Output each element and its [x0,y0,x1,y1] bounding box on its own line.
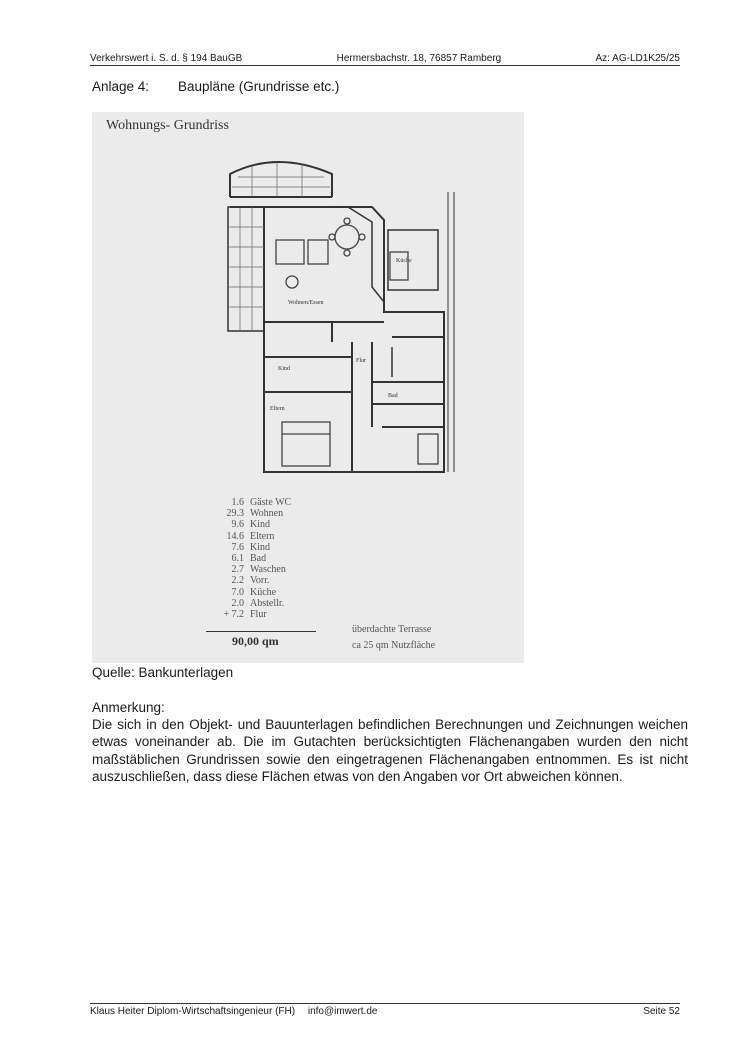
legend-row [212,575,291,586]
floor-plan-figure [92,112,524,663]
legend-row [212,598,291,609]
legend-row [212,508,291,519]
legend-area-value: + 7.2 [223,609,244,621]
legend-area-value: 7.0 [231,586,244,598]
legend-area-value: 14.6 [226,530,244,542]
footer-author: Klaus Heiter Diplom-Wirtschaftsingenieur (FH) [90,1006,296,1017]
legend-room-name: Eltern [250,530,275,542]
legend-area-value: 2.0 [231,597,244,609]
balcony-outline [230,162,332,197]
legend-room-name: Bad [250,553,267,565]
legend-room-name: Flur [250,609,267,621]
remark-body: Die sich in den Objekt- und Bauunterlagen befindlichen Berechnungen und Zeichnungen weichen etwas voneinander ab. Die im Gutachten berücksichtigten Flächenangaben wurden den nicht maßstäblichen Grundrissen sowie den eingetragenen Flächenangaben entnommen. Es ist nicht auszuschließen, dass diese Flächen etwas von den Angaben vor Ort abweichen können. [92,717,688,784]
legend-room-name: Wohnen [250,508,284,520]
header-address: Hermersbachstr. 18, 76857 Ramberg [336,53,502,64]
appendix-number: Anlage 4: [92,79,150,94]
legend-area-value: 7.6 [231,541,244,553]
legend-row [212,519,291,530]
area-legend [212,497,291,620]
legend-room-name: Vorr. [250,575,270,587]
label-eltern: Eltern [270,406,285,412]
terrace-note [352,622,435,654]
floor-plan-title: Wohnungs- Grundriss [106,118,229,133]
label-flur: Flur [356,358,367,364]
header-case-number: Az: AG-LD1K25/25 [595,53,680,64]
header-left: Verkehrswert i. S. d. § 194 BauGB [90,53,243,64]
appendix-title: Baupläne (Grundrisse etc.) [178,79,340,94]
legend-row [212,609,291,620]
legend-room-name: Abstellr. [250,597,285,609]
legend-row [212,497,291,508]
legend-room-name: Kind [250,541,270,553]
label-wohnen: Wohnen/Essen [288,300,324,306]
legend-room-name: Küche [250,586,277,598]
legend-room-name: Gäste WC [250,497,292,508]
label-kind: Kind [278,366,290,372]
remark-heading: Anmerkung: [92,700,165,715]
legend-row [212,531,291,542]
legend-row [212,553,291,564]
legend-area-value: 2.2 [231,575,244,587]
legend-area-value: 29.3 [226,508,244,520]
page-header [90,50,680,66]
legend-row [212,587,291,598]
legend-row [212,542,291,553]
appendix-heading [92,79,339,94]
label-bad: Bad [388,393,398,399]
legend-area-value: 2.7 [231,564,244,576]
legend-sum-line [206,631,316,632]
legend-area-value: 6.1 [231,553,244,565]
legend-room-name: Kind [250,519,270,531]
legend-room-name: Waschen [250,564,286,576]
terrace-line-2: ca 25 qm Nutzfläche [352,640,436,651]
page-footer [90,1003,680,1020]
footer-page-number: Seite 52 [643,1006,680,1017]
legend-row [212,564,291,575]
total-area: 90,00 qm [232,634,279,648]
label-kueche: Küche [396,258,412,264]
terrace-line-1: überdachte Terrasse [352,624,432,635]
footer-left [90,1006,387,1020]
source-note: Quelle: Bankunterlagen [92,665,234,680]
legend-area-value: 9.6 [231,519,244,531]
floor-plan-drawing [92,112,524,663]
footer-email: info@imwert.de [307,1006,378,1017]
legend-area-value: 1.6 [231,497,244,508]
